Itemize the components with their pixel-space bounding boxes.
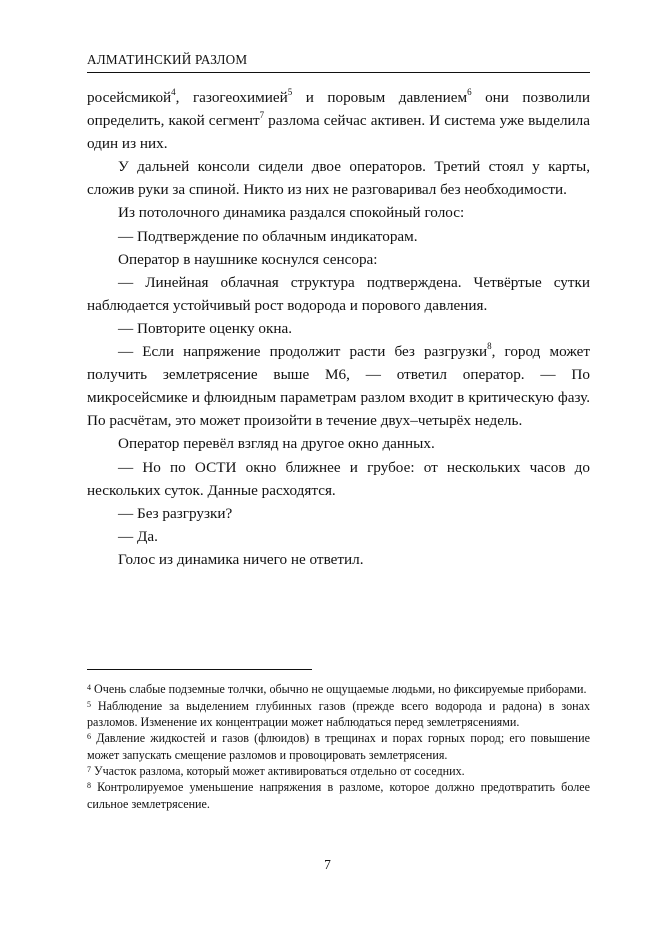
footnote <box>87 731 590 763</box>
footnote-ref: 5 <box>287 86 293 97</box>
running-title: АЛМАТИНСКИЙ РАЗЛОМ <box>87 52 248 67</box>
dialogue-line: — Повторите оценку окна. <box>118 319 293 337</box>
text-run: разлома сейчас активен. И система уже выделила один из них. <box>87 112 591 153</box>
text-run: , газогеохимией <box>175 89 288 106</box>
page-number: 7 <box>324 857 331 872</box>
footnote-ref: 7 <box>259 110 265 121</box>
paragraph: Голос из динамика ничего не ответил. <box>118 550 364 568</box>
paragraph: У дальней консоли сидели двое операторов. Третий стоял у карты, сложив руки за спиной. Никто из них не разговаривал без необходимости. <box>87 158 590 199</box>
footnote-ref: 4 <box>171 86 176 97</box>
footnote-text: Наблюдение за выделением глубинных газов (прежде всего водорода и радона) в зонах разломов. Изменение их концентрации может наблюдаться перед землетрясениями. <box>87 698 590 730</box>
paragraph: Оператор перевёл взгляд на другое окно данных. <box>118 435 435 453</box>
footnotes <box>87 682 590 813</box>
footnote-mark: 8 <box>87 781 91 791</box>
footnote-ref: 8 <box>487 340 492 351</box>
dialogue-line <box>87 340 590 432</box>
dialogue-line: — Без разгрузки? <box>118 504 233 522</box>
text-run: , город может получить землетрясение выше М6, — ответил оператор. — По микросейсмике и флюидным параметрам разлом входит в критическую фазу. По расчётам, это может произойти в течение двух–четырёх недель. <box>87 343 590 430</box>
dialogue-line: — Подтверждение по облачным индикаторам. <box>118 227 418 245</box>
footnote-text: Давление жидкостей и газов (флюидов) в трещинах и порах горных пород; его повышение может запускать смещение разломов и провоцировать землетрясения. <box>87 731 590 762</box>
header-rule <box>87 72 590 73</box>
text-run: росейсмикой <box>87 89 172 106</box>
footnote-text: Очень слабые подземные толчки, обычно не ощущаемые людьми, но фиксируемые приборами. <box>91 682 587 696</box>
footnote-mark: 6 <box>87 732 91 742</box>
footnote-ref: 6 <box>467 86 472 97</box>
footnote-text: Участок разлома, который может активироваться отдельно от соседних. <box>91 763 465 778</box>
footnote-text: Контролируемое уменьшение напряжения в разломе, которое должно предотвратить более сильное землетрясение. <box>87 780 590 811</box>
footnote-separator <box>87 669 312 670</box>
footnote-mark: 7 <box>87 764 91 774</box>
dialogue-line: — Линейная облачная структура подтверждена. Четвёртые сутки наблюдается устойчивый рост водорода и порового давления. <box>87 273 590 314</box>
footnote <box>87 682 590 699</box>
text-run: и поровым давлением <box>292 89 468 106</box>
footnote <box>87 699 590 731</box>
text-run: они позволили определить, какой сегмент <box>87 89 591 130</box>
footnote <box>87 780 590 812</box>
footnote-mark: 4 <box>87 683 91 692</box>
footnote-mark: 5 <box>87 699 91 709</box>
paragraph <box>87 86 590 155</box>
footnote <box>87 764 590 781</box>
paragraph: Из потолочного динамика раздался спокойный голос: <box>118 204 465 222</box>
dialogue-line: — Да. <box>118 527 158 545</box>
dialogue-line: — Но по ОСТИ окно ближнее и грубое: от нескольких часов до нескольких суток. Данные расходятся. <box>87 458 590 499</box>
text-run: — Если напряжение продолжит расти без разгрузки <box>118 343 488 361</box>
main-text <box>87 86 590 571</box>
paragraph: Оператор в наушнике коснулся сенсора: <box>118 250 378 268</box>
